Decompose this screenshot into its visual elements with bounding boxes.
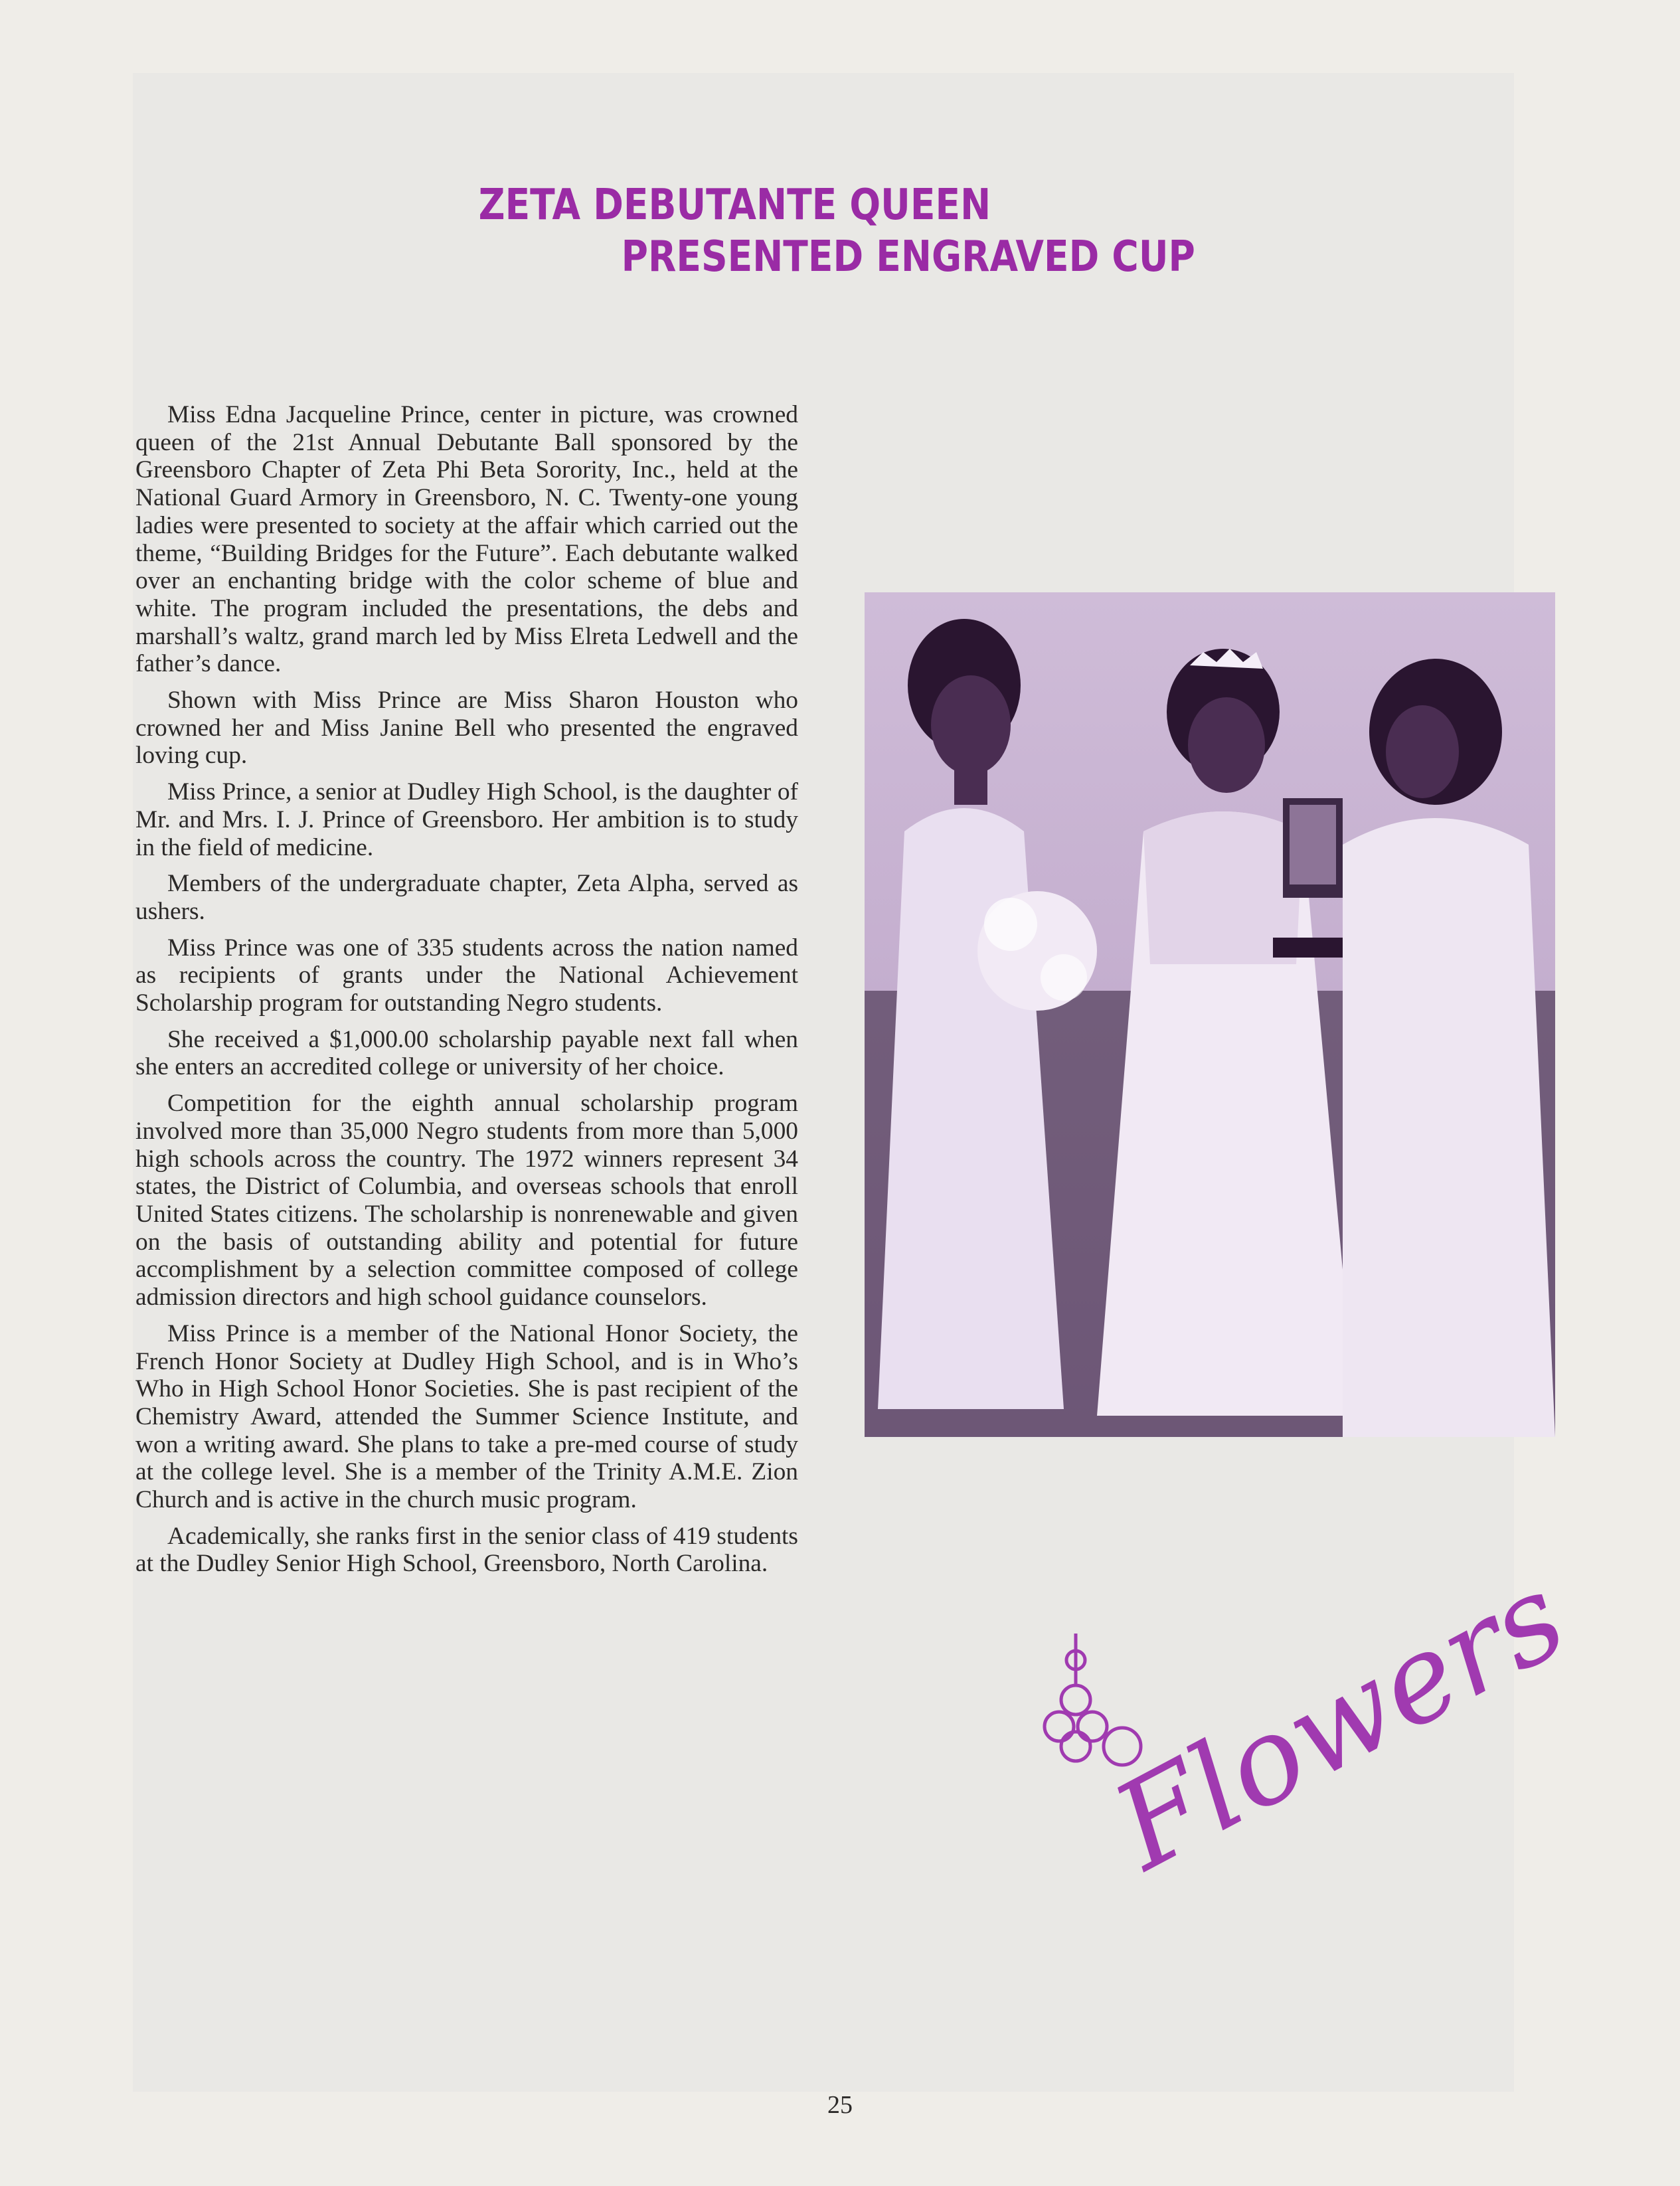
paragraph: Miss Prince, a senior at Dudley High School, is the daughter of Mr. and Mrs. I. J. Prince of Greensboro. Her ambition is to study in the field of medicine. bbox=[135, 778, 798, 861]
article-body bbox=[135, 401, 798, 1586]
paragraph: Miss Edna Jacqueline Prince, center in picture, was crowned queen of the 21st Annual Debutante Ball sponsored by the Greensboro Chapter of Zeta Phi Beta Sorority, Inc., held at the National Guard Armory in Greensboro, N. C. Twenty-one young ladies were presented to society at the affair which carried out the theme, “Building Bridges for the Future”. Each debutante walked over an enchanting bridge with the color scheme of blue and white. The program included the presentations, the debs and marshall’s waltz, grand march led by Miss Elreta Ledwell and the father’s dance. bbox=[135, 401, 798, 678]
paragraph: Competition for the eighth annual scholarship program involved more than 35,000 Negro students from more than 5,000 high schools across the country. The 1972 winners represent 34 states, the District of Columbia, and overseas schools that enroll United States citizens. The scholarship is nonrenewable and given on the basis of outstanding ability and potential for future accomplishment by a selection committee composed of college admission directors and high school guidance counselors. bbox=[135, 1090, 798, 1311]
paragraph: Miss Prince was one of 335 students across the nation named as recipients of grants under the National Achievement Scholarship program for outstanding Negro students. bbox=[135, 934, 798, 1017]
flowers-script-word: Flowers bbox=[1093, 1547, 1587, 1897]
flower-doodle-icon bbox=[1045, 1634, 1141, 1765]
paragraph: Miss Prince is a member of the National Honor Society, the French Honor Society at Dudley High School, and is in Who’s Who in High School Honor Societies. She is past recipient of the Chemistry Award, attended the Summer Science Institute, and won a writing award. She plans to take a pre-med course of study at the college level. She is a member of the Trinity A.M.E. Zion Church and is active in the church music program. bbox=[135, 1319, 798, 1514]
page-number: 25 bbox=[827, 2091, 853, 2119]
paragraph: Academically, she ranks first in the senior class of 419 students at the Dudley Senior High School, Greensboro, North Carolina. bbox=[135, 1522, 798, 1578]
paragraph: Shown with Miss Prince are Miss Sharon Houston who crowned her and Miss Janine Bell who presented the engraved loving cup. bbox=[135, 687, 798, 770]
title-line-1: ZETA DEBUTANTE QUEEN bbox=[478, 181, 991, 230]
paragraph: She received a $1,000.00 scholarship payable next fall when she enters an accredited college or university of her choice. bbox=[135, 1025, 798, 1081]
debutante-photo bbox=[865, 592, 1555, 1437]
paragraph: Members of the undergraduate chapter, Zeta Alpha, served as ushers. bbox=[135, 870, 798, 925]
flowers-ad-graphic bbox=[1036, 1547, 1587, 1919]
title-line-2: PRESENTED ENGRAVED CUP bbox=[621, 232, 1195, 282]
